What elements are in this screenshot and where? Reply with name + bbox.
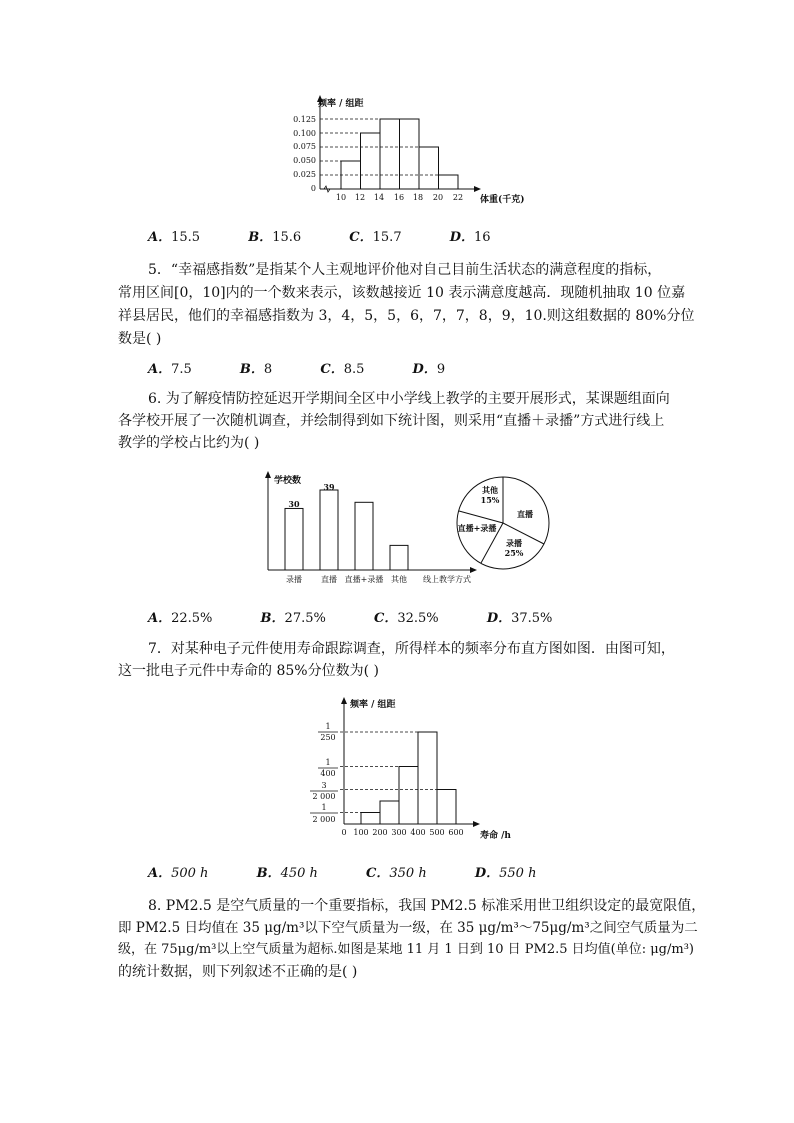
hist2-xtick: 500 xyxy=(429,828,445,837)
hist2-xtick: 0 xyxy=(341,828,347,837)
hist1-xtick: 12 xyxy=(354,193,366,202)
svg-text:2 000: 2 000 xyxy=(312,792,336,801)
hist1-bar xyxy=(380,119,400,189)
svg-text:250: 250 xyxy=(320,733,336,742)
lifetime-histogram xyxy=(300,692,530,847)
hist2-bar xyxy=(399,767,418,825)
hist1-xtick: 10 xyxy=(335,193,347,202)
hist1-bar xyxy=(400,119,420,189)
school-bar xyxy=(355,502,373,570)
option-a[interactable]: A．500 h xyxy=(148,866,209,881)
option-b[interactable]: B．15.6 xyxy=(248,230,302,245)
hist2-xtick: 400 xyxy=(410,828,426,837)
pie-label-live: 直播 xyxy=(517,509,533,519)
q7-line-2: 这一批电子元件中寿命的 85%分位数为( ) xyxy=(118,663,379,679)
bar-cat-label: 直播+录播 xyxy=(344,575,384,584)
pie-label-rec-pct: 25% xyxy=(504,548,524,558)
hist2-ylabel: 频率 / 组距 xyxy=(350,700,396,710)
hist1-xtick: 14 xyxy=(373,193,385,202)
school-pie-chart xyxy=(453,473,553,573)
option-c[interactable]: C．8.5 xyxy=(320,362,365,377)
q8-line-4: 的统计数据，则下列叙述不正确的是( ) xyxy=(118,964,358,980)
option-a[interactable]: A．22.5% xyxy=(148,611,213,626)
option-b[interactable]: B．8 xyxy=(239,362,273,377)
hist2-bar xyxy=(361,813,380,825)
q7-line-1: 7．对某种电子元件使用寿命跟踪调查，所得样本的频率分布直方图如图．由图可知， xyxy=(148,641,675,657)
q6-line-1: 6. 为了解疫情防控延迟开学期间全区中小学线上教学的主要开展形式，某课题组面向 xyxy=(148,391,670,407)
pie-label-rec: 录播 xyxy=(506,538,522,548)
option-b[interactable]: B．27.5% xyxy=(260,611,326,626)
bar-cat-label: 其他 xyxy=(391,575,407,584)
school-bar xyxy=(390,545,408,570)
weight-histogram xyxy=(280,92,540,212)
bar-xlabel: 线上教学方式 xyxy=(423,575,471,584)
hist1-ytick: 0 xyxy=(310,184,316,193)
hist1-ytick: 0.050 xyxy=(293,156,316,165)
bar-cat-label: 直播 xyxy=(321,575,337,584)
q4-options xyxy=(148,226,535,245)
hist1-ytick: 0.100 xyxy=(293,129,316,138)
hist1-xtick: 18 xyxy=(412,193,424,202)
q6-line-3: 教学的学校占比约为( ) xyxy=(118,435,260,451)
hist2-xtick: 200 xyxy=(372,828,388,837)
hist1-ytick: 0.025 xyxy=(293,170,316,179)
q5-line-2: 常用区间[0，10]内的一个数来表示，该数越接近 10 表示满意度越高．现随机抽取 10 位嘉 xyxy=(118,285,686,301)
pie-label-other-pct: 15% xyxy=(480,495,500,505)
svg-text:1: 1 xyxy=(321,803,327,812)
hist1-bar xyxy=(419,147,439,189)
bar-data-label: 39 xyxy=(323,482,335,492)
q8-line-2: 即 PM2.5 日均值在 35 μg/m³以下空气质量为一级，在 35 μg/m³～75μg/m³之间空气质量为二 xyxy=(118,920,698,936)
q5-line-3: 祥县居民，他们的幸福感指数为 3，4，5，5，6，7，7，8，9，10.则这组数据的 80%分位 xyxy=(118,308,695,324)
pie-divider xyxy=(459,511,503,523)
hist1-xtick: 20 xyxy=(432,193,444,202)
q8-line-1: 8. PM2.5 是空气质量的一个重要指标，我国 PM2.5 标准采用世卫组织设定的最宽限值， xyxy=(148,898,706,914)
q5-options xyxy=(148,358,489,377)
option-d[interactable]: D．16 xyxy=(449,230,491,245)
option-c[interactable]: C．350 h xyxy=(366,866,427,881)
frac-3-2000 xyxy=(310,781,338,801)
q7-options xyxy=(148,862,580,881)
option-c[interactable]: C．32.5% xyxy=(374,611,439,626)
hist1-ytick: 0.075 xyxy=(293,142,316,151)
option-d[interactable]: D．9 xyxy=(412,362,446,377)
svg-text:1: 1 xyxy=(325,722,331,731)
hist1-ytick: 0.125 xyxy=(293,115,316,124)
hist2-bar xyxy=(380,801,399,824)
pie-label-mixed: 直播+录播 xyxy=(457,523,497,533)
frac-1-2000 xyxy=(310,803,338,824)
frac-1-400 xyxy=(318,758,338,778)
school-bar xyxy=(285,508,303,570)
svg-text:3: 3 xyxy=(321,781,327,790)
option-a[interactable]: A．15.5 xyxy=(148,230,201,245)
hist2-bar xyxy=(437,790,456,825)
svg-text:400: 400 xyxy=(320,769,336,778)
bar-data-label: 30 xyxy=(288,499,300,509)
hist1-bar xyxy=(439,175,459,189)
option-a[interactable]: A．7.5 xyxy=(148,362,192,377)
school-bar xyxy=(320,490,338,570)
hist2-xlabel: 寿命 /h xyxy=(480,831,511,841)
hist1-ylabel: 频率 / 组距 xyxy=(318,99,364,109)
bar-ylabel: 学校数 xyxy=(274,476,302,486)
hist2-xtick: 300 xyxy=(391,828,407,837)
hist2-xtick: 100 xyxy=(353,828,369,837)
q6-options xyxy=(148,607,596,626)
svg-text:2 000: 2 000 xyxy=(312,815,336,824)
hist1-xlabel: 体重(千克) xyxy=(480,195,525,205)
hist1-bar xyxy=(361,133,381,189)
q6-line-2: 各学校开展了一次随机调查，并绘制得到如下统计图，则采用“直播＋录播”方式进行线上 xyxy=(118,413,665,429)
q5-line-4: 数是( ) xyxy=(118,331,162,347)
bar-cat-label: 录播 xyxy=(286,575,302,584)
hist1-xtick: 16 xyxy=(393,193,405,202)
option-c[interactable]: C．15.7 xyxy=(349,230,402,245)
pie-label-other: 其他 xyxy=(482,485,498,495)
school-bar-chart xyxy=(262,470,482,588)
option-d[interactable]: D．550 h xyxy=(474,866,537,881)
svg-text:1: 1 xyxy=(325,758,331,767)
q5-line-1: 5．“幸福感指数”是指某个人主观地评价他对自己目前生活状态的满意程度的指标， xyxy=(148,262,662,278)
frac-1-250 xyxy=(318,722,338,742)
hist1-xtick: 22 xyxy=(452,193,464,202)
option-d[interactable]: D．37.5% xyxy=(486,611,553,626)
q8-line-3: 级，在 75μg/m³以上空气质量为超标.如图是某地 11 月 1 日到 10 日 PM2.5 日均值(单位: μg/m³) xyxy=(118,942,694,957)
hist2-bar xyxy=(418,732,437,824)
option-b[interactable]: B．450 h xyxy=(256,866,318,881)
hist2-xtick: 600 xyxy=(448,828,464,837)
